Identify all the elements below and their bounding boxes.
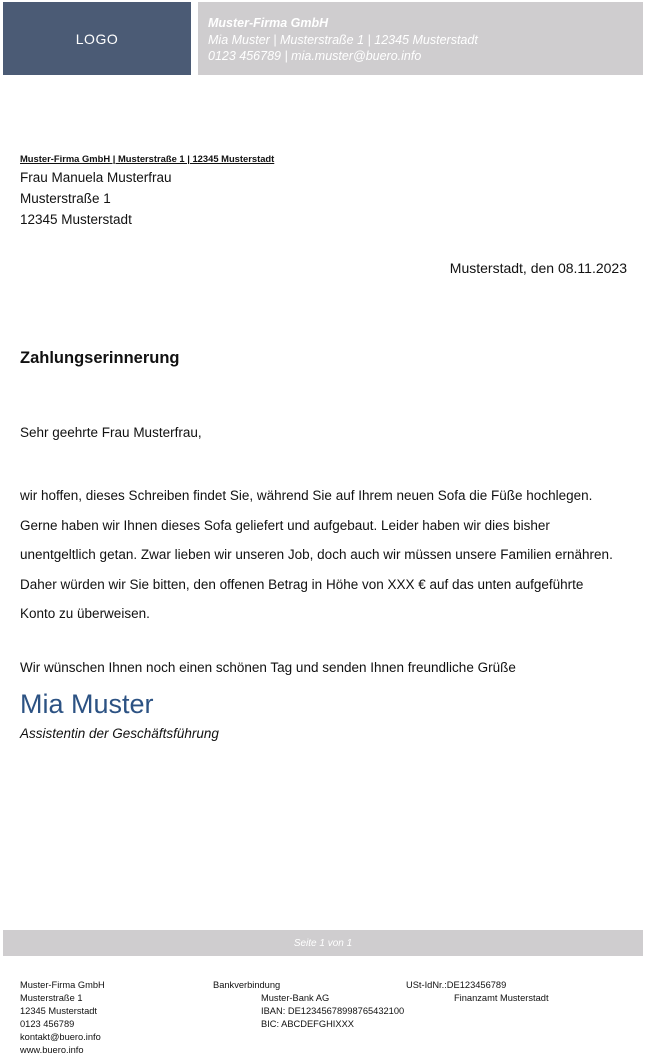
letterhead [198,2,643,75]
letter-closing: Wir wünschen Ihnen noch einen schönen Tag und senden Ihnen freundliche Grüße [20,660,516,675]
footer-company-email: kontakt@buero.info [20,1032,101,1042]
footer-bank-bic: BIC: ABCDEFGHIXXX [261,1019,354,1029]
return-address-line: Muster-Firma GmbH | Musterstraße 1 | 12345 Musterstadt [20,153,275,164]
footer-bank-title: Bankverbindung [213,980,281,990]
footer-tax-info [406,979,549,1005]
signature: Mia Muster [20,689,154,719]
footer-company-website: www.buero.info [20,1045,84,1055]
page-indicator: Seite 1 von 1 [293,937,353,949]
footer-bank-iban: IBAN: DE12345678998765432100 [261,1006,405,1016]
letterhead-contact-address: Mia Muster | Musterstraße 1 | 12345 Musterstadt [208,32,478,47]
footer-company-info [20,979,105,1057]
signer-position: Assistentin der Geschäftsführung [20,726,219,741]
company-logo [3,2,191,75]
footer-company-street: Musterstraße 1 [20,993,83,1003]
letter-salutation: Sehr geehrte Frau Musterfrau, [20,425,202,440]
footer-tax-office: Finanzamt Musterstadt [454,993,549,1003]
letter-body: wir hoffen, dieses Schreiben findet Sie, während Sie auf Ihrem neuen Sofa die Füße hochlegen. Gerne haben wir Ihnen dieses Sofa geliefert und aufgebaut. Leider haben wir dies bisher unentgeltlich getan. Zwar lieben wir unseren Job, doch auch wir müssen unsere Familien ernähren. Daher würden wir Sie bitten, den offenen Betrag in Höhe von XXX € auf das unten aufgeführte Konto zu überweisen. [20,488,613,621]
footer-company-city: 12345 Musterstadt [20,1006,98,1016]
letterhead-firm-name: Muster-Firma GmbH [208,16,329,30]
footer-company-phone: 0123 456789 [20,1019,75,1029]
page-indicator-bar [3,930,643,956]
footer-vat-id: USt-IdNr.:DE123456789 [406,980,507,990]
recipient-street: Musterstraße 1 [20,191,111,206]
recipient-name: Frau Manuela Musterfrau [20,170,172,185]
recipient-city: 12345 Musterstadt [20,212,132,227]
footer-bank-name: Muster-Bank AG [261,993,330,1003]
footer-company-name: Muster-Firma GmbH [20,980,105,990]
footer-bank-info [213,979,404,1031]
letter-subject: Zahlungserinnerung [20,349,180,367]
logo-text: LOGO [75,30,119,47]
letter-date: Musterstadt, den 08.11.2023 [449,260,627,276]
recipient-address [20,167,172,230]
letterhead-contact-phone-email: 0123 456789 | mia.muster@buero.info [208,49,422,63]
